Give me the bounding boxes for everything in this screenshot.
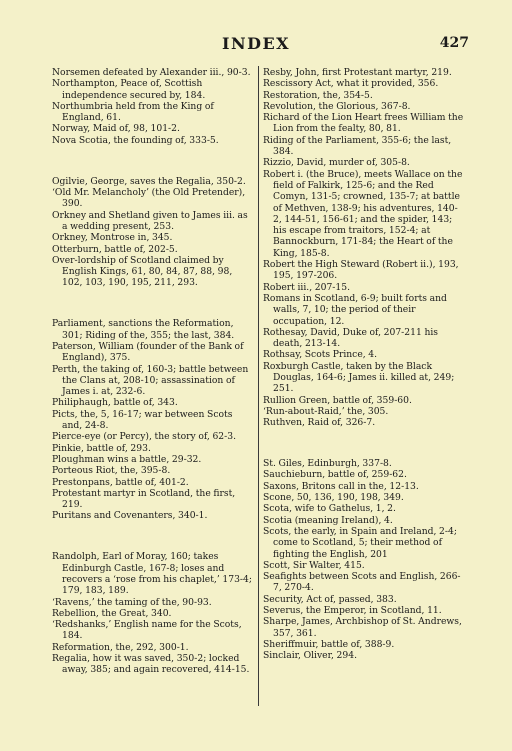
- index-entry: Norway, Maid of, 98, 101-2.: [52, 123, 180, 135]
- page-title: INDEX: [221, 34, 291, 53]
- index-entry: Regalia, how it was saved, 350-2; locked away, 385; and again recovered, 414-15.: [52, 653, 250, 676]
- index-entry: ‘Run-about-Raid,’ the, 305.: [263, 405, 389, 417]
- index-entry: Riding of the Parliament, 355-6; the last, 384.: [263, 134, 452, 158]
- index-entry: Security, Act of, passed, 383.: [263, 593, 397, 605]
- index-entry: Romans in Scotland, 6-9; built forts and walls, 7, 10; the period of their occupation, 12.: [263, 292, 447, 327]
- index-entry: Sauchieburn, battle of, 259-62.: [263, 469, 407, 481]
- index-entry: Sinclair, Oliver, 294.: [263, 650, 357, 662]
- index-entry: Severus, the Emperor, in Scotland, 11.: [263, 605, 442, 617]
- index-entry: Rizzio, David, murder of, 305-8.: [263, 157, 410, 169]
- index-entry: Otterburn, battle of, 202-5.: [52, 243, 178, 255]
- index-entry: Robert the High Steward (Robert ii.), 193, 195, 197-206.: [263, 259, 459, 282]
- index-entry: Northumbria held from the King of England, 61.: [52, 100, 214, 124]
- index-entry: Prestonpans, battle of, 401-2.: [52, 476, 189, 488]
- index-entry: Ogilvie, George, saves the Regalia, 350-2.: [52, 175, 246, 187]
- index-entry: Scotia (meaning Ireland), 4.: [263, 514, 393, 526]
- page-number: 427: [439, 35, 469, 51]
- index-entry: Nova Scotia, the founding of, 333-5.: [52, 134, 219, 146]
- index-entry: Rothesay, David, Duke of, 207-211 his death, 213-14.: [263, 326, 439, 350]
- index-entry: Resby, John, first Protestant martyr, 219.: [263, 67, 452, 78]
- index-entry: Sheriffmuir, battle of, 388-9.: [263, 638, 395, 650]
- index-entry: Restoration, the, 354-5.: [263, 89, 373, 101]
- index-entry: Over-lordship of Scotland claimed by English Kings, 61, 80, 84, 87, 88, 98, 102, 103, 190, 195, 211, 293.: [52, 254, 233, 289]
- index-entry: Orkney and Shetland given to James iii. as a wedding present, 253.: [52, 209, 248, 232]
- index-entry: ‘Ravens,’ the taming of the, 90-93.: [52, 596, 212, 608]
- index-entry: Roxburgh Castle, taken by the Black Douglas, 164-6; James ii. killed at, 249; 251.: [263, 360, 455, 395]
- index-entry: Randolph, Earl of Moray, 160; takes Edinburgh Castle, 167-8; loses and recovers a ‘rose from his chaplet,’ 173-4; 179, 183, 189.: [52, 551, 252, 597]
- index-entry: Scota, wife to Gathelus, 1, 2.: [263, 503, 396, 515]
- index-entry: Picts, the, 5, 16-17; war between Scots and, 24-8.: [52, 408, 233, 432]
- column-divider: [258, 66, 259, 706]
- index-entry: Northampton, Peace of, Scottish independence secured by, 184.: [52, 78, 206, 101]
- index-entry: St. Giles, Edinburgh, 337-8.: [263, 458, 392, 470]
- index-entry: Ploughman wins a battle, 29-32.: [52, 453, 202, 465]
- index-entry: Philiphaugh, battle of, 343.: [52, 397, 178, 409]
- index-entry: Norsemen defeated by Alexander iii., 90-3.: [52, 67, 251, 78]
- section-gap: [263, 438, 465, 449]
- page-header: [0, 34, 512, 58]
- index-entry: Scott, Sir Walter, 415.: [263, 559, 365, 571]
- index-entry: Rescissory Act, what it provided, 356.: [263, 78, 439, 90]
- index-entry: Rebellion, the Great, 340.: [52, 607, 172, 619]
- index-entry: Seafights between Scots and English, 266-7, 270-4.: [263, 571, 461, 594]
- index-entry: Perth, the taking of, 160-3; battle between the Clans at, 208-10; assassination of James i. at, 232-6.: [52, 363, 249, 398]
- index-entry: ‘Old Mr. Melancholy’ (the Old Pretender), 390.: [52, 187, 246, 210]
- index-entry: Puritans and Covenanters, 340-1.: [52, 510, 208, 522]
- index-entry: Pierce-eye (or Percy), the story of, 62-3.: [52, 431, 237, 443]
- index-column-right: [263, 67, 465, 662]
- index-entry: Sharpe, James, Archbishop of St. Andrews, 357, 361.: [263, 616, 462, 639]
- index-entry: Scone, 50, 136, 190, 198, 349.: [263, 492, 404, 504]
- index-entry: Robert i. (the Bruce), meets Wallace on the field of Falkirk, 125-6; and the Red Comyn, 131-5; crowned, 135-7; at battle of Methven, 138-9; his adventures, 140-2, 144-51, 156-61; and the spider, 143; his escape from traitors, 152-4; at Bannockburn, 171-84; the Heart of the King, 185-8.: [263, 168, 463, 259]
- index-entry: Ruthven, Raid of, 326-7.: [263, 417, 376, 429]
- index-entry: Revolution, the Glorious, 367-8.: [263, 100, 411, 112]
- index-column-left: [52, 67, 254, 676]
- index-entry: Protestant martyr in Scotland, the first, 219.: [52, 487, 236, 511]
- index-entry: Richard of the Lion Heart frees William the Lion from the fealty, 80, 81.: [263, 112, 464, 135]
- index-entry: Saxons, Britons call in the, 12-13.: [263, 480, 419, 492]
- index-entry: ‘Redshanks,’ English name for the Scots, 184.: [52, 619, 242, 642]
- section-gap: [52, 298, 254, 309]
- section-gap: [52, 531, 254, 542]
- index-entry: Rothsay, Scots Prince, 4.: [263, 349, 378, 361]
- index-entry: Orkney, Montrose in, 345.: [52, 232, 173, 244]
- index-entry: Robert iii., 207-15.: [263, 281, 350, 293]
- index-entry: Pinkie, battle of, 293.: [52, 442, 151, 454]
- section-gap: [52, 155, 254, 166]
- index-entry: Paterson, William (founder of the Bank of England), 375.: [52, 340, 244, 364]
- index-entry: Scots, the early, in Spain and Ireland, 2-4; come to Scotland, 5; their method of fighting the English, 201: [263, 525, 457, 560]
- index-entry: Rullion Green, battle of, 359-60.: [263, 394, 412, 406]
- index-entry: Porteous Riot, the, 395-8.: [52, 465, 171, 477]
- index-entry: Reformation, the, 292, 300-1.: [52, 641, 189, 653]
- index-entry: Parliament, sanctions the Reformation, 301; Riding of the, 355; the last, 384.: [52, 318, 235, 341]
